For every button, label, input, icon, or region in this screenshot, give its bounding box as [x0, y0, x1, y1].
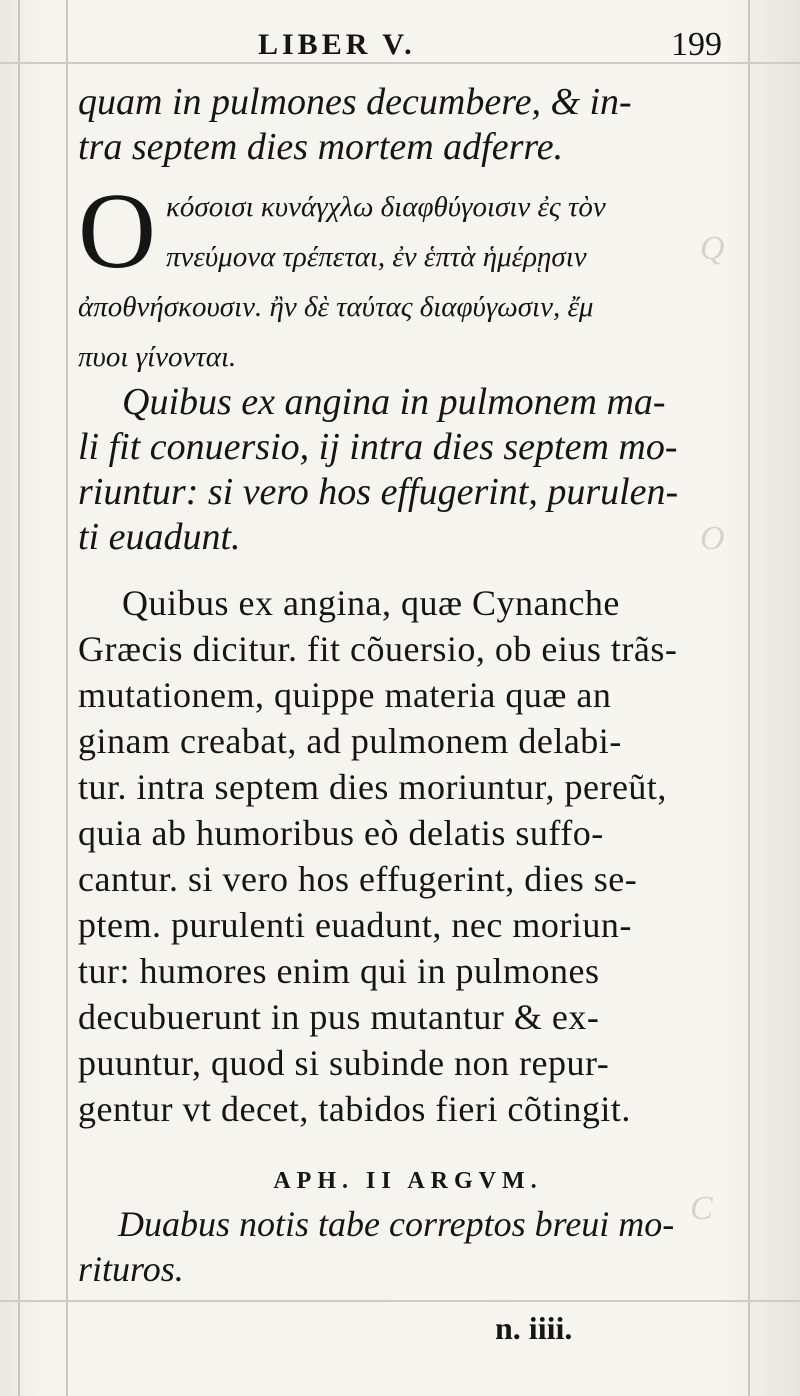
text-line: tur. intra septem dies moriuntur, pereũt, — [78, 767, 667, 807]
text-line: Duabus notis tabe correptos breui mo- — [118, 1204, 675, 1244]
text-line: tra septem dies mortem adferre. — [78, 126, 564, 168]
text-line: rituros. — [78, 1249, 184, 1289]
commentary — [78, 580, 738, 1132]
footer-rule — [0, 1300, 800, 1302]
drop-cap: O — [78, 172, 156, 291]
text-line: quia ab humoribus eò delatis suffo- — [78, 813, 604, 853]
text-line: quam in pulmones decumbere, & in- — [78, 81, 632, 123]
margin-rule-inner — [66, 0, 68, 1396]
running-head: LIBER V. — [258, 28, 416, 61]
text-line: ptem. purulenti euadunt, nec moriun- — [78, 905, 632, 945]
text-line: ginam creabat, ad pulmonem delabi- — [78, 721, 622, 761]
text-line: cantur. si vero hos effugerint, dies se- — [78, 859, 638, 899]
continuation-text — [78, 80, 738, 170]
text-line: mutationem, quippe materia quæ an — [78, 675, 612, 715]
greek-line: πυοι γίνονται. — [78, 341, 237, 373]
text-line: li fit conuersio, ij intra dies septem mo- — [78, 426, 678, 468]
argument — [78, 1202, 738, 1292]
text-line: Quibus ex angina in pulmonem ma- — [122, 381, 666, 423]
signature-mark: n. iiii. — [495, 1310, 573, 1346]
text-line: ti euadunt. — [78, 516, 241, 558]
greek-line: κόσοισι κυνάγχλω διαφθύγοισιν ἐς τὸν — [166, 191, 606, 223]
page-header — [78, 24, 738, 74]
greek-line: πνεύμονα τρέπεται, ἐν ἑπτὰ ἡμέρῃσιν — [166, 241, 587, 273]
text-line: Græcis dicitur. fit cõuersio, ob eius trãs- — [78, 629, 678, 669]
page-number: 199 — [671, 26, 722, 63]
aph-heading: APH. II ARGVM. — [273, 1168, 543, 1194]
text-line: Quibus ex angina, quæ Cynanche — [122, 583, 620, 623]
latin-aphorism — [78, 380, 738, 560]
text-line: puuntur, quod si subinde non repur- — [78, 1043, 610, 1083]
greek-line: ἀποθνήσκουσιν. ἢν δὲ ταύτας διαφύγωσιν, ἔμ — [78, 291, 594, 323]
aphorism-heading — [78, 1168, 738, 1195]
bleed-through-mark: Q — [700, 230, 725, 267]
text-line: tur: humores enim qui in pulmones — [78, 951, 600, 991]
margin-rule-right — [748, 0, 750, 1396]
text-line: riuntur: si vero hos effugerint, purulen- — [78, 471, 679, 513]
margin-rule-left — [18, 0, 20, 1396]
greek-aphorism — [78, 172, 738, 382]
text-line: gentur vt decet, tabidos fieri cõtingit. — [78, 1089, 631, 1129]
bleed-through-mark: C — [690, 1190, 713, 1227]
bleed-through-mark: O — [700, 520, 725, 557]
text-line: decubuerunt in pus mutantur & ex- — [78, 997, 600, 1037]
